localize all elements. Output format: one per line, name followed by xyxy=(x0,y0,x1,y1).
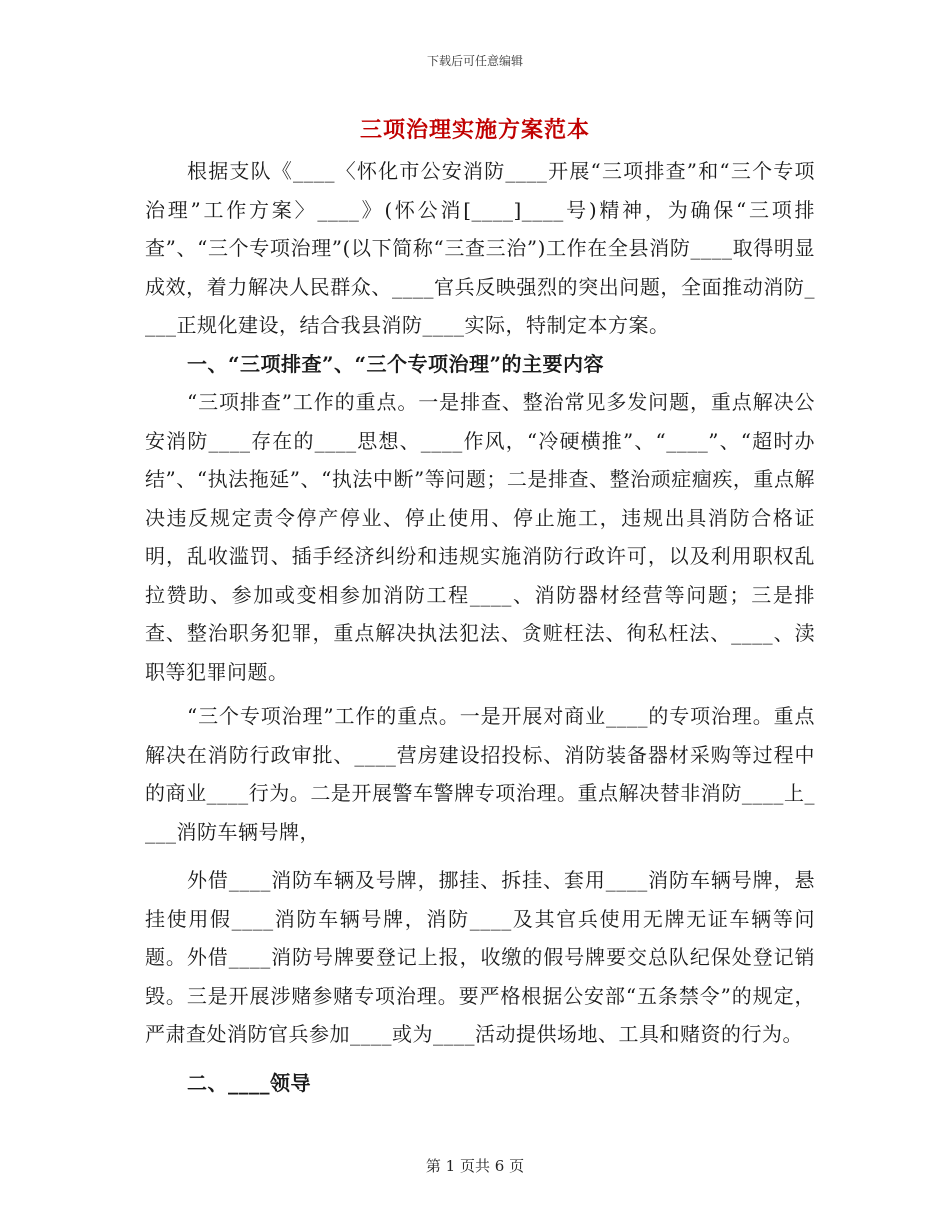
page-number: 第 1 页共 6 页 xyxy=(425,1157,525,1175)
paragraph-three-checks: “三项排查”工作的重点。一是排查、整治常见多发问题，重点解决公安消防____存在的____思想、____作风，“冷硬横推”、“____”、“超时办结”、“执法拖延”、“执法中断”等问题；二是排查、整治顽症痼疾，重点解决违反规定责令停产停业、停止使用、停止施工，违规出具消防合格证明，乱收滥罚、插手经济纠纷和违规实施消防行政许可，以及利用职权乱拉赞助、参加或变相参加消防工程____、消防器材经营等问题；三是排查、整治职务犯罪，重点解决执法犯法、贪赃枉法、徇私枉法、____、渎职等犯罪问题。 xyxy=(145,390,815,684)
spacer xyxy=(145,1054,815,1064)
paragraph-three-governance: “三个专项治理”工作的重点。一是开展对商业____的专项治理。重点解决在消防行政审批、____营房建设招投标、消防装备器材采购等过程中的商业____行为。二是开展警车警牌专项治理。重点解决替非消防____上____消防车辆号牌， xyxy=(145,704,815,844)
paragraph-vehicle-plates: 外借____消防车辆及号牌，挪挂、拆挂、套用____消防车辆号牌，悬挂使用假____消防车辆号牌，消防____及其官兵使用无牌无证车辆等问题。外借____消防号牌要登记上报，收缴的假号牌要交总队纪保处登记销毁。三是开展涉赌参赌专项治理。要严格根据公安部“五条禁令”的规定，严肃查处消防官兵参加____或为____活动提供场地、工具和赌资的行为。 xyxy=(145,868,815,1046)
document-title: 三项治理实施方案范本 xyxy=(359,117,590,143)
document-body xyxy=(145,152,815,1102)
page-header-note: 下载后可任意编辑 xyxy=(426,54,523,68)
intro-paragraph: 根据支队《____〈怀化市公安消防____开展“三项排查”和“三个专项治理”工作方案〉____》(怀公消[____]____号)精神，为确保“三项排查”、“三个专项治理”(以下简称“三查三治”)工作在全县消防____取得明显成效，着力解决人民群众、____官兵反映强烈的突出问题，全面推动消防____正规化建设，结合我县消防____实际，特制定本方案。 xyxy=(145,159,815,337)
section-heading-2: 二、____领导 xyxy=(187,1070,311,1095)
spacer xyxy=(145,851,815,861)
section-heading-1: 一、“三项排查”、“三个专项治理”的主要内容 xyxy=(187,351,605,376)
